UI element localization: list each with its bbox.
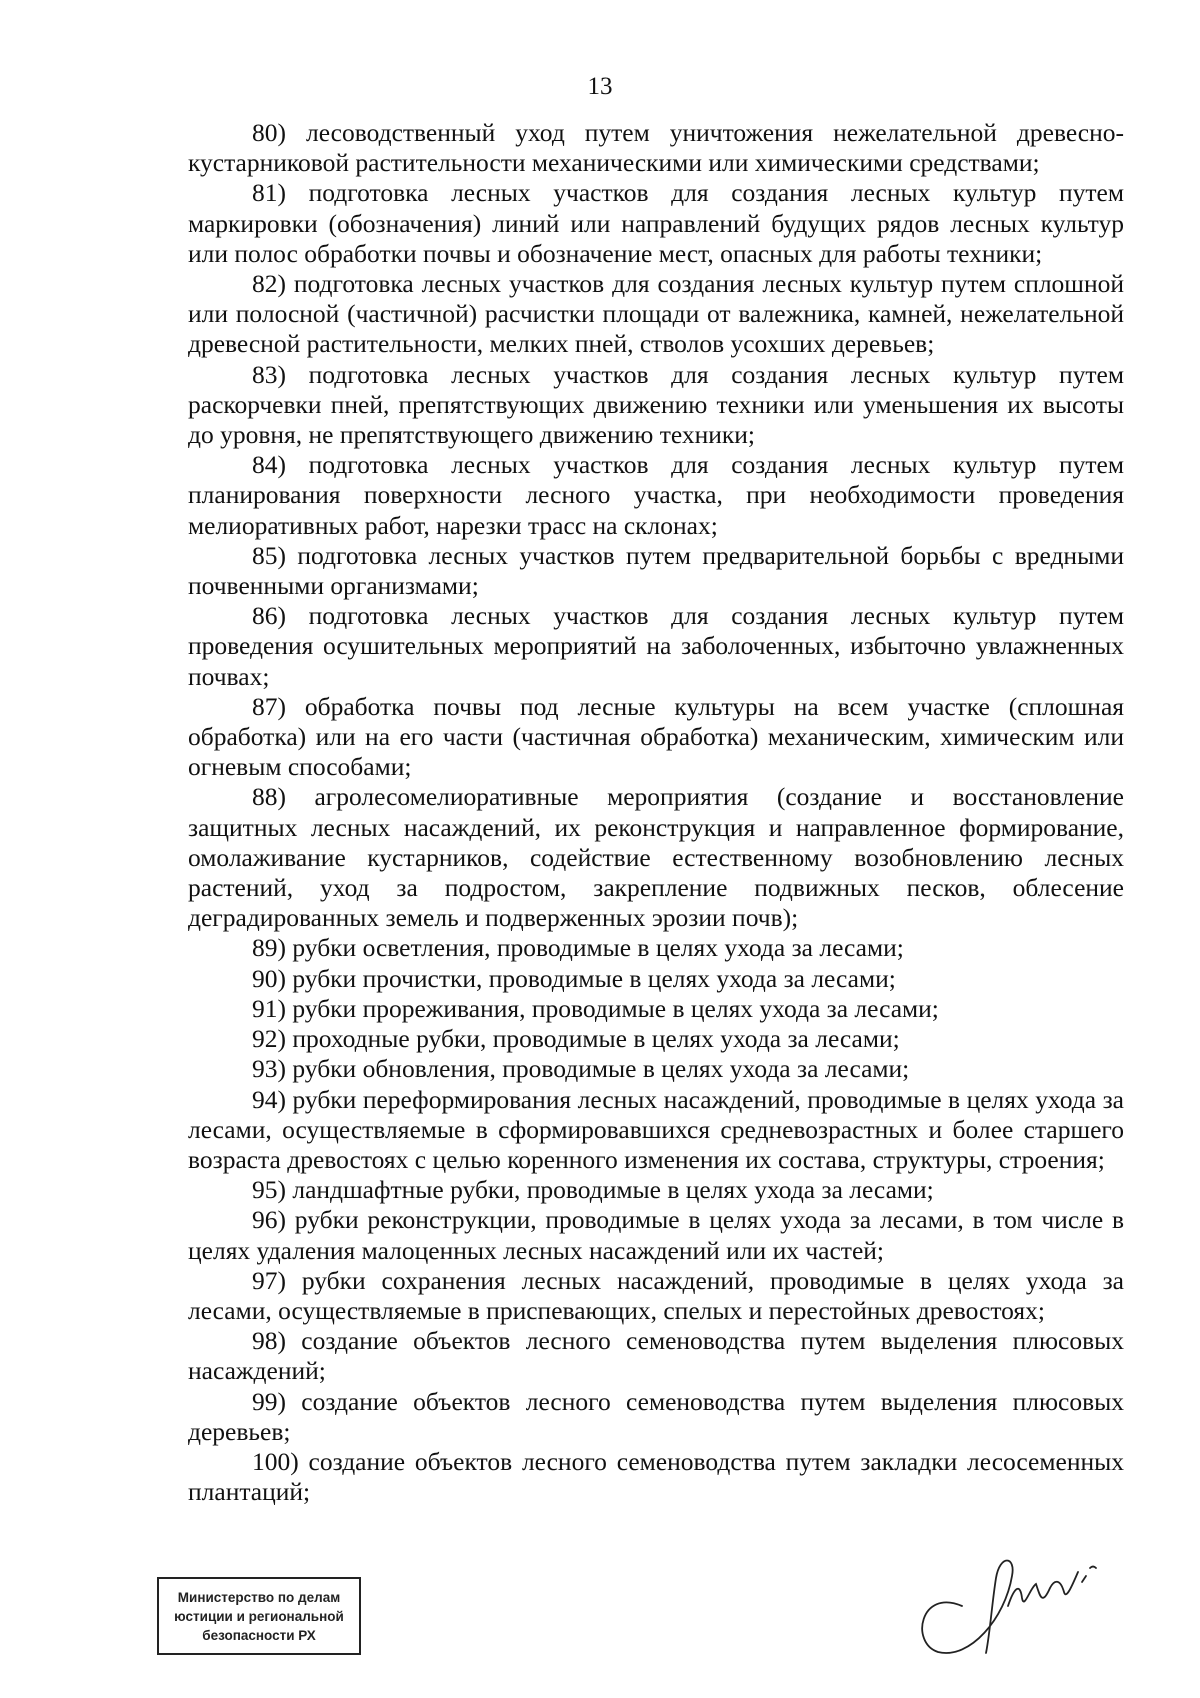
list-item: 96) рубки реконструкции, проводимые в целях ухода за лесами, в том числе в целях удаления малоценных лесных насаждений или их частей; [188,1205,1124,1265]
list-item: 94) рубки переформирования лесных насаждений, проводимые в целях ухода за лесами, осуществляемые в сформировавшихся средневозрастных и более старшего возраста древостоях с целью коренного изменения их состава, структуры, строения; [188,1084,1124,1174]
list-item: 87) обработка почвы под лесные культуры на всем участке (сплошная обработка) или на его части (частичная обработка) механическим, химическим или огневым способами; [188,691,1124,782]
list-item: 100) создание объектов лесного семеноводства путем закладки лесосеменных плантаций; [188,1446,1124,1507]
list-item: 88) агролесомелиоративные мероприятия (создание и восстановление защитных лесных насаждений, их реконструкция и направленное формирование, омолаживание кустарников, содействие естественному возобновлению лесных растений, уход за подростом, закрепление подвижных песков, облесение деградированных земель и подверженных эрозии почв); [188,782,1124,933]
list-item: 81) подготовка лесных участков для создания лесных культур путем маркировки (обозначения) линий или направлений будущих рядов лесных культур или полос обработки почвы и обозначение мест, опасных для работы техники; [188,178,1124,268]
list-item: 89) рубки осветления, проводимые в целях ухода за лесами; [252,933,904,963]
list-item: 82) подготовка лесных участков для создания лесных культур путем сплошной или полосной (частичной) расчистки площади от валежника, камней, нежелательной древесной растительности, мелких пней, стволов усохших деревьев; [188,269,1124,359]
list-item: 98) создание объектов лесного семеноводства путем выделения плюсовых насаждений; [188,1326,1124,1386]
list-item: 91) рубки прореживания, проводимые в целях ухода за лесами; [252,993,939,1023]
list-item: 84) подготовка лесных участков для создания лесных культур путем планирования поверхности лесного участка, при необходимости проведения мелиоративных работ, нарезки трасс на склонах; [188,450,1124,540]
list-item: 95) ландшафтные рубки, проводимые в целях ухода за лесами; [252,1175,934,1205]
list-item: 97) рубки сохранения лесных насаждений, проводимые в целях ухода за лесами, осуществляемые в приспевающих, спелых и перестойных древостоях; [188,1265,1124,1325]
document-body [188,118,1124,1507]
page-number: 13 [587,73,613,100]
list-item: 90) рубки прочистки, проводимые в целях ухода за лесами; [252,963,896,993]
stamp-line: безопасности РХ [202,1627,316,1643]
list-item: 86) подготовка лесных участков для создания лесных культур путем проведения осушительных мероприятий на заболоченных, избыточно увлажненных почвах; [188,601,1124,691]
list-item: 80) лесоводственный уход путем уничтожения нежелательной древесно-кустарниковой растительности механическими или химическими средствами; [188,118,1124,178]
list-item: 92) проходные рубки, проводимые в целях ухода за лесами; [252,1024,900,1054]
ministry-stamp [157,1577,361,1655]
handwritten-signature [900,1548,1120,1658]
list-item: 93) рубки обновления, проводимые в целях ухода за лесами; [252,1054,910,1084]
stamp-line: юстиции и региональной [174,1608,344,1624]
list-item: 85) подготовка лесных участков путем предварительной борьбы с вредными почвенными организмами; [188,540,1124,601]
list-item: 83) подготовка лесных участков для создания лесных культур путем раскорчевки пней, препятствующих движению техники или уменьшения их высоты до уровня, не препятствующего движению техники; [188,359,1124,450]
list-item: 99) создание объектов лесного семеноводства путем выделения плюсовых деревьев; [188,1386,1124,1446]
stamp-line: Министерство по делам [177,1589,341,1605]
